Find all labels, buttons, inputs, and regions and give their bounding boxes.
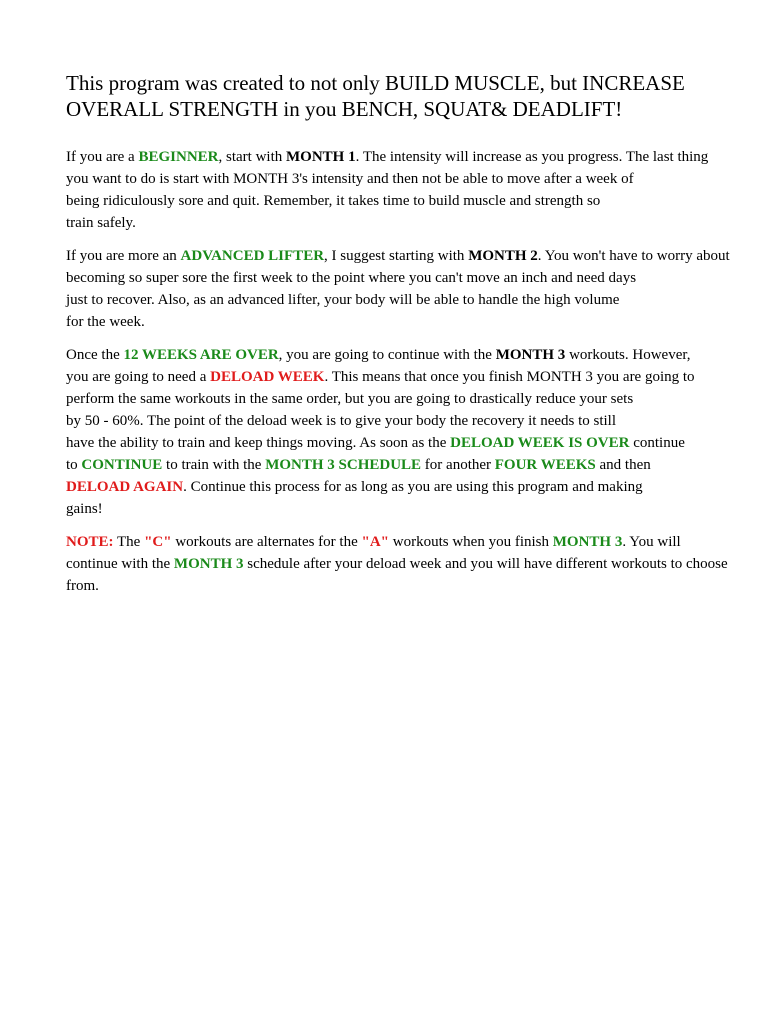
text-run: workouts are alternates for the bbox=[171, 534, 362, 550]
text-run: to train with the bbox=[162, 457, 266, 473]
month-3-highlight: MONTH 3 bbox=[552, 534, 623, 550]
title-line-2: OVERALL STRENGTH in you BENCH, SQUAT& DEADLIFT! bbox=[66, 97, 623, 121]
paragraph-line bbox=[66, 476, 672, 498]
month-1-label: MONTH 1 bbox=[286, 149, 356, 165]
text-run: have the ability to train and keep things moving. As soon as the bbox=[66, 435, 451, 451]
paragraph-line: gains! bbox=[66, 501, 103, 517]
text-run: , I suggest starting with bbox=[324, 248, 469, 264]
beginner-highlight: BEGINNER bbox=[138, 149, 219, 165]
month-3-schedule-highlight: MONTH 3 SCHEDULE bbox=[265, 457, 422, 473]
text-run: Once the bbox=[66, 347, 124, 363]
paragraph-line bbox=[66, 454, 672, 476]
text-run: to bbox=[66, 457, 82, 473]
advanced-paragraph bbox=[66, 245, 730, 333]
paragraph-line: for the week. bbox=[66, 314, 145, 330]
note-paragraph bbox=[66, 531, 728, 597]
month-3-highlight: MONTH 3 bbox=[173, 556, 244, 572]
text-run: for another bbox=[421, 457, 495, 473]
paragraph-line: you want to do is start with MONTH 3's intensity and then not be able to move after a week of bbox=[66, 171, 634, 187]
paragraph-line: becoming so super sore the first week to the point where you can't move an inch and need days bbox=[66, 270, 637, 286]
paragraph-line: being ridiculously sore and quit. Remember, it takes time to build muscle and strength so bbox=[66, 193, 601, 209]
paragraph-line bbox=[66, 531, 681, 553]
deload-again-highlight: DELOAD AGAIN bbox=[66, 479, 184, 495]
advanced-lifter-highlight: ADVANCED LIFTER bbox=[180, 248, 325, 264]
text-run: , you are going to continue with the bbox=[278, 347, 496, 363]
text-run: , start with bbox=[218, 149, 286, 165]
deload-over-highlight: DELOAD WEEK IS OVER bbox=[450, 435, 630, 451]
c-workouts-highlight: "C" bbox=[144, 534, 172, 550]
text-run: workouts when you finish bbox=[389, 534, 553, 550]
note-label: NOTE: bbox=[66, 534, 114, 550]
paragraph-line: from. bbox=[66, 578, 99, 594]
text-run: continue bbox=[629, 435, 685, 451]
text-run: If you are more an bbox=[66, 248, 181, 264]
month-2-label: MONTH 2 bbox=[468, 248, 538, 264]
text-run: and then bbox=[595, 457, 651, 473]
text-run: . Continue this process for as long as you are using this program and making bbox=[183, 479, 643, 495]
weeks-over-paragraph bbox=[66, 344, 695, 520]
paragraph-line: just to recover. Also, as an advanced lifter, your body will be able to handle the high volume bbox=[66, 292, 620, 308]
text-run: . You will bbox=[622, 534, 681, 550]
deload-week-highlight: DELOAD WEEK bbox=[210, 369, 325, 385]
text-run: . The intensity will increase as you progress. The last thing bbox=[355, 149, 709, 165]
beginner-paragraph bbox=[66, 146, 709, 234]
weeks-over-highlight: 12 WEEKS ARE OVER bbox=[123, 347, 279, 363]
paragraph-line bbox=[66, 432, 685, 454]
title-line-1: This program was created to not only BUILD MUSCLE, but INCREASE bbox=[66, 71, 685, 95]
month-3-label: MONTH 3 bbox=[495, 347, 566, 363]
text-run: you are going to need a bbox=[66, 369, 211, 385]
paragraph-line bbox=[66, 146, 709, 168]
document-body bbox=[66, 70, 730, 608]
text-run: . This means that once you finish MONTH 3 you are going to bbox=[324, 369, 695, 385]
a-workouts-highlight: "A" bbox=[361, 534, 390, 550]
paragraph-line bbox=[66, 344, 691, 366]
text-run: If you are a bbox=[66, 149, 139, 165]
continue-highlight: CONTINUE bbox=[81, 457, 163, 473]
text-run: workouts. However, bbox=[565, 347, 691, 363]
text-run: continue with the bbox=[66, 556, 174, 572]
paragraph-line bbox=[66, 366, 695, 388]
paragraph-line bbox=[66, 245, 730, 267]
four-weeks-highlight: FOUR WEEKS bbox=[494, 457, 596, 473]
paragraph-line: by 50 - 60%. The point of the deload week is to give your body the recovery it needs to still bbox=[66, 413, 617, 429]
paragraph-line: perform the same workouts in the same order, but you are going to drastically reduce your sets bbox=[66, 391, 634, 407]
text-run: schedule after your deload week and you will have different workouts to choose bbox=[243, 556, 728, 572]
paragraph-line bbox=[66, 553, 728, 575]
paragraph-line: train safely. bbox=[66, 215, 136, 231]
text-run: . You won't have to worry about bbox=[537, 248, 730, 264]
text-run: The bbox=[113, 534, 145, 550]
page-title bbox=[66, 70, 685, 122]
